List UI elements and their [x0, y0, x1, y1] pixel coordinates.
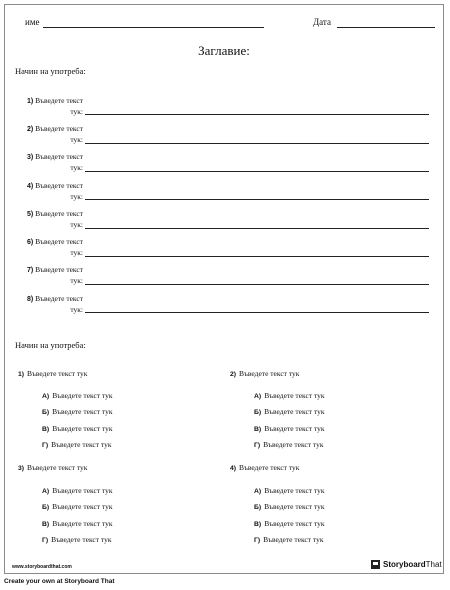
question-text[interactable]: Въведете текст тук — [239, 463, 300, 472]
question-text[interactable]: Въведете текст тук — [27, 463, 88, 472]
name-label: име — [25, 17, 40, 27]
question-number: 3) — [26, 154, 34, 161]
mc3-option-c[interactable]: В) Въведете текст тук — [42, 519, 113, 528]
answer-line-5[interactable] — [85, 228, 429, 229]
mc2-option-b[interactable]: Б) Въведете текст тук — [254, 407, 325, 416]
question-number: 1) — [26, 98, 34, 105]
mc1-option-b[interactable]: Б) Въведете текст тук — [42, 407, 113, 416]
question-number: 8) — [26, 296, 34, 303]
question-number: 3) — [18, 465, 25, 472]
question-number: 1) — [18, 371, 25, 378]
question-5 — [19, 209, 83, 229]
mc4-option-a[interactable]: A) Въведете текст тук — [254, 486, 325, 495]
question-text[interactable]: Въведете текст тук: — [35, 237, 83, 257]
mc-question-2 — [230, 369, 299, 378]
mc2-option-c[interactable]: В) Въведете текст тук — [254, 424, 325, 433]
mc-question-3 — [18, 463, 87, 472]
question-text[interactable]: Въведете текст тук: — [35, 124, 83, 144]
mc1-option-c[interactable]: В) Въведете текст тук — [42, 424, 113, 433]
footer-url[interactable]: www.storyboardthat.com — [12, 564, 72, 570]
question-number: 5) — [26, 211, 34, 218]
mc-question-1 — [18, 369, 87, 378]
create-your-own-link[interactable]: Create your own at Storyboard That — [4, 578, 115, 585]
question-1 — [19, 96, 83, 116]
question-text[interactable]: Въведете текст тук: — [35, 265, 83, 285]
question-6 — [19, 237, 83, 257]
question-text[interactable]: Въведете текст тук: — [35, 181, 83, 201]
answer-line-2[interactable] — [85, 143, 429, 144]
storyboard-that-logo[interactable]: Storyboard That — [371, 560, 442, 569]
mc3-option-d[interactable]: Г) Въведете текст тук — [42, 535, 112, 544]
name-line[interactable] — [43, 27, 264, 28]
question-text[interactable]: Въведете текст тук — [27, 369, 88, 378]
mc4-option-d[interactable]: Г) Въведете текст тук — [254, 535, 324, 544]
question-text[interactable]: Въведете текст тук: — [35, 96, 83, 116]
mc2-option-a[interactable]: A) Въведете текст тук — [254, 391, 325, 400]
answer-line-7[interactable] — [85, 284, 429, 285]
question-8 — [19, 294, 83, 314]
question-2 — [19, 124, 83, 144]
mc1-option-a[interactable]: A) Въведете текст тук — [42, 391, 113, 400]
question-text[interactable]: Въведете текст тук — [239, 369, 300, 378]
answer-line-3[interactable] — [85, 171, 429, 172]
question-number: 2) — [26, 126, 34, 133]
question-number: 4) — [26, 183, 34, 190]
question-text[interactable]: Въведете текст тук: — [35, 294, 83, 314]
mc3-option-a[interactable]: A) Въведете текст тук — [42, 486, 113, 495]
question-number: 2) — [230, 371, 237, 378]
answer-line-4[interactable] — [85, 199, 429, 200]
question-text[interactable]: Въведете текст тук: — [35, 152, 83, 172]
question-3 — [19, 152, 83, 172]
section1-instructions[interactable]: Начин на употреба: — [15, 66, 86, 76]
page-title[interactable]: Заглавие: — [198, 43, 250, 58]
question-4 — [19, 181, 83, 201]
answer-line-6[interactable] — [85, 256, 429, 257]
question-number: 6) — [26, 239, 34, 246]
date-label: Дата — [313, 17, 331, 27]
question-text[interactable]: Въведете текст тук: — [35, 209, 83, 229]
storyboard-that-logo-icon — [371, 560, 380, 569]
date-line[interactable] — [337, 27, 435, 28]
question-number: 4) — [230, 465, 237, 472]
section2-instructions[interactable]: Начин на употреба: — [15, 340, 86, 350]
mc1-option-d[interactable]: Г) Въведете текст тук — [42, 440, 112, 449]
mc4-option-b[interactable]: Б) Въведете текст тук — [254, 502, 325, 511]
worksheet — [4, 4, 444, 574]
mc2-option-d[interactable]: Г) Въведете текст тук — [254, 440, 324, 449]
question-number: 7) — [26, 267, 34, 274]
answer-line-1[interactable] — [85, 114, 429, 115]
question-7 — [19, 265, 83, 285]
mc3-option-b[interactable]: Б) Въведете текст тук — [42, 502, 113, 511]
answer-line-8[interactable] — [85, 312, 429, 313]
mc-question-4 — [230, 463, 299, 472]
mc4-option-c[interactable]: В) Въведете текст тук — [254, 519, 325, 528]
